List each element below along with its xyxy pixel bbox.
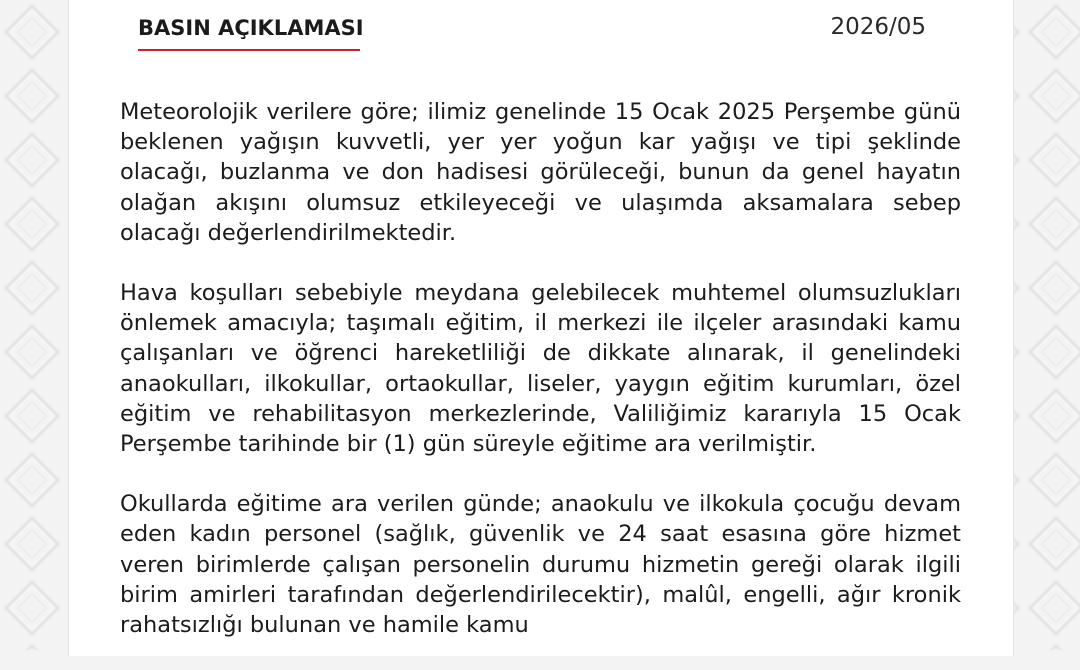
paragraph: Okullarda eğitime ara verilen günde; anaokulu ve ilkokula çocuğu devam eden kadın personel (sağlık, güvenlik ve 24 saat esasına göre hizmet veren birimlerde çalışan personelin durumu hizmetin gereği olarak ilgili birim amirleri tarafından değerlendirilecektir), malûl, engelli, ağır kronik rahatsızlığı bulunan ve hamile kamu	[120, 491, 961, 639]
document-title: BASIN AÇIKLAMASI	[138, 16, 364, 40]
paragraph: Meteorolojik verilere göre; ilimiz genelinde 15 Ocak 2025 Perşembe günü beklenen yağışın kuvvetli, yer yer yoğun kar yağışı ve tipi şeklinde olacağı, buzlanma ve don hadisesi görüleceği, bunun da genel hayatın olağan akışını olumsuz etkileyeceği ve ulaşımda aksamalara sebep olacağı değerlendirilmektedir.	[120, 99, 961, 246]
document-date: 2026/05	[830, 14, 926, 40]
document-body	[120, 97, 961, 670]
paragraph: Hava koşulları sebebiyle meydana gelebilecek muhtemel olumsuzlukları önlemek amacıyla; taşımalı eğitim, il merkezi ile ilçeler arasındaki kamu çalışanları ve öğrenci hareketliliği de dikkate alınarak, il genelindeki anaokulları, ilkokullar, ortaokullar, liseler, yaygın eğitim kurumları, özel eğitim ve rehabilitasyon merkezlerinde, Valiliğimiz kararıyla 15 Ocak Perşembe tarihinde bir (1) gün süreyle eğitime ara verilmiştir.	[120, 280, 961, 458]
title-underline	[138, 49, 360, 51]
